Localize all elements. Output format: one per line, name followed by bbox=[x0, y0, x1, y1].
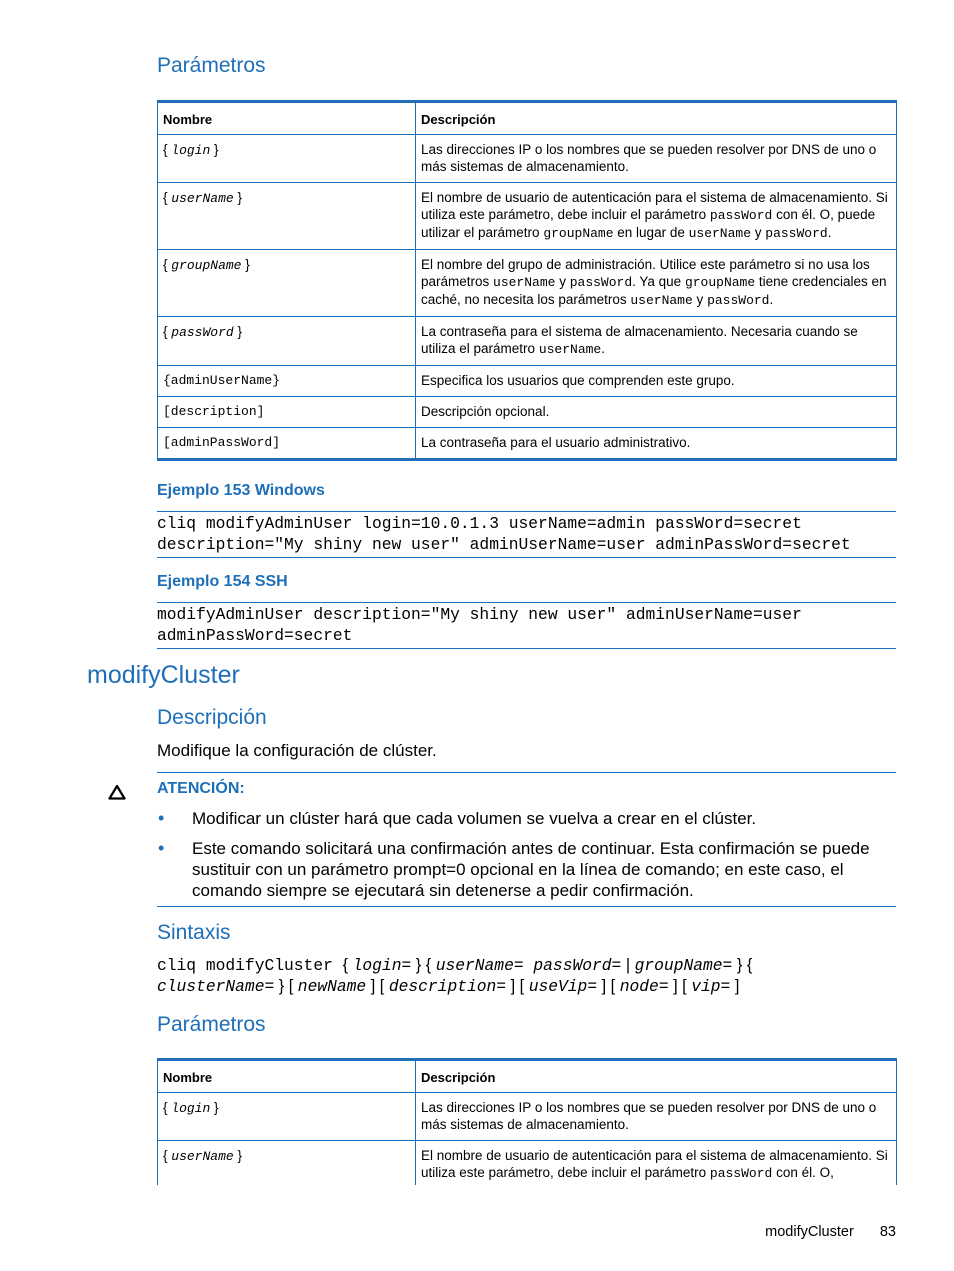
param-description-cell: Especifica los usuarios que comprenden este grupo. bbox=[416, 366, 897, 397]
table-row bbox=[158, 135, 897, 183]
param-description-cell: La contraseña para el sistema de almacenamiento. Necesaria cuando se utiliza el parámetro userName. bbox=[416, 317, 897, 366]
param-description-cell: Descripción opcional. bbox=[416, 397, 897, 428]
table-row bbox=[158, 366, 897, 397]
parameters-table bbox=[157, 100, 897, 461]
param-description-cell: Las direcciones IP o los nombres que se pueden resolver por DNS de uno o más sistemas de almacenamiento. bbox=[416, 1093, 897, 1141]
param-description-cell: El nombre de usuario de autenticación para el sistema de almacenamiento. Si utiliza este parámetro, debe incluir el parámetro passWord con él. O, puede utilizar el parámetro groupName en lugar de userName y passWord. bbox=[416, 183, 897, 250]
param-description-cell: La contraseña para el usuario administrativo. bbox=[416, 428, 897, 460]
column-header-description: Descripción bbox=[416, 102, 897, 135]
syntax-line-2: clusterName= } [ newName ] [ description= ] [ useVip= ] [ node= ] [ vip= ] bbox=[157, 977, 740, 996]
caution-top-rule bbox=[157, 772, 896, 773]
param-name: userName bbox=[171, 191, 234, 206]
example-153-heading: Ejemplo 153 Windows bbox=[157, 482, 325, 499]
table-row bbox=[158, 1141, 897, 1186]
example-153-code: cliq modifyAdminUser login=10.0.1.3 userName=admin passWord=secret description="My shiny new user" adminUserName=user adminPassWord=secret bbox=[157, 511, 896, 558]
caution-item: Este comando solicitará una confirmación antes de continuar. Esta confirmación se puede sustituir con un parámetro prompt=0 opcional en la línea de comando; en este caso, el comando siempre se ejecutará sin detenerse a pedir confirmación. bbox=[192, 839, 870, 900]
caution-bottom-rule bbox=[157, 906, 896, 907]
syntax-line-1: cliq modifyCluster { login= } { userName= passWord= | groupName= } { bbox=[157, 956, 753, 975]
footer-label: modifyCluster bbox=[765, 1224, 854, 1240]
page-number: 83 bbox=[879, 1224, 896, 1240]
param-name-cell: [description] bbox=[158, 397, 416, 428]
param-name-cell: { userName } bbox=[158, 1141, 416, 1186]
param-name-cell: [adminPassWord] bbox=[158, 428, 416, 460]
param-name-cell: {adminUserName} bbox=[158, 366, 416, 397]
param-name: passWord bbox=[171, 325, 234, 340]
description-text: Modifique la configuración de clúster. bbox=[157, 741, 437, 760]
param-name-cell: { groupName } bbox=[158, 250, 416, 317]
example-154-heading: Ejemplo 154 SSH bbox=[157, 573, 288, 590]
param-description-cell: El nombre del grupo de administración. Utilice este parámetro si no usa los parámetros userName y passWord. Ya que groupName tiene credenciales en caché, no necesita los parámetros userName y passWord. bbox=[416, 250, 897, 317]
column-header-name: Nombre bbox=[158, 102, 416, 135]
table-row bbox=[158, 250, 897, 317]
example-154-code: modifyAdminUser description="My shiny new user" adminUserName=user adminPassWord=secret bbox=[157, 602, 896, 649]
table-row bbox=[158, 397, 897, 428]
param-name-cell: { passWord } bbox=[158, 317, 416, 366]
section-title: modifyCluster bbox=[87, 661, 240, 689]
param-name: login bbox=[171, 1101, 211, 1116]
param-name-cell: { login } bbox=[158, 1093, 416, 1141]
table-header-row bbox=[158, 102, 897, 135]
page-footer bbox=[765, 1224, 896, 1240]
column-header-description: Descripción bbox=[416, 1060, 897, 1093]
syntax-heading: Sintaxis bbox=[157, 921, 231, 944]
param-name: groupName bbox=[171, 258, 242, 273]
bullet-icon: • bbox=[158, 838, 165, 858]
warning-triangle-icon bbox=[108, 784, 126, 800]
param-name-cell: { login } bbox=[158, 135, 416, 183]
table-header-row bbox=[158, 1060, 897, 1093]
parameters-table-2-clip bbox=[157, 1058, 897, 1185]
table-row bbox=[158, 428, 897, 460]
table-row bbox=[158, 317, 897, 366]
param-name: login bbox=[171, 143, 211, 158]
bullet-icon: • bbox=[158, 808, 165, 828]
param-name-cell: { userName } bbox=[158, 183, 416, 250]
param-description-cell: El nombre de usuario de autenticación para el sistema de almacenamiento. Si utiliza este parámetro, debe incluir el parámetro passWord con él. O, bbox=[416, 1141, 897, 1186]
table-row bbox=[158, 183, 897, 250]
caution-item: Modificar un clúster hará que cada volumen se vuelva a crear en el clúster. bbox=[192, 809, 757, 828]
param-description-cell: Las direcciones IP o los nombres que se pueden resolver por DNS de uno o más sistemas de almacenamiento. bbox=[416, 135, 897, 183]
caution-label: ATENCIÓN: bbox=[157, 780, 245, 797]
parameters-heading: Parámetros bbox=[157, 54, 266, 77]
description-heading: Descripción bbox=[157, 706, 267, 729]
parameters-heading-2: Parámetros bbox=[157, 1013, 266, 1036]
column-header-name: Nombre bbox=[158, 1060, 416, 1093]
table-row bbox=[158, 1093, 897, 1141]
param-name: userName bbox=[171, 1149, 234, 1164]
parameters-table-2 bbox=[157, 1058, 897, 1185]
